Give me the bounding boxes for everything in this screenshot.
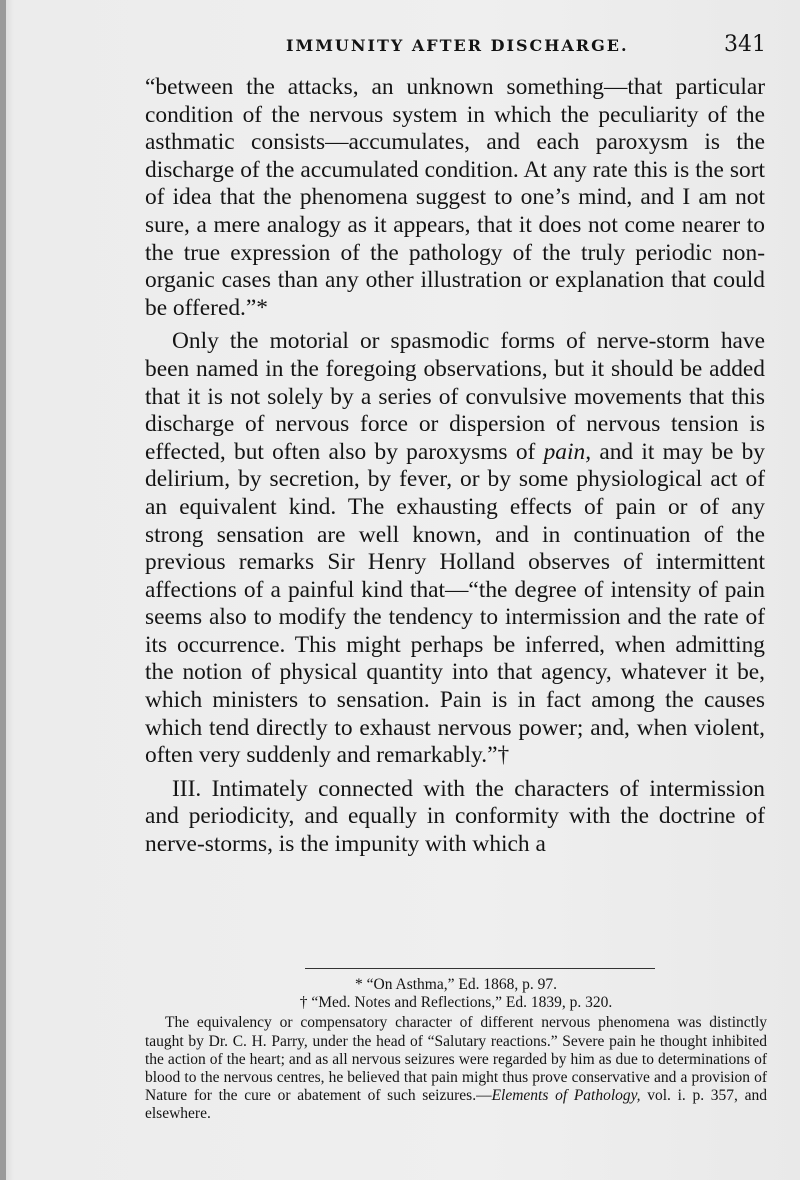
footnote-asthma: * “On Asthma,” Ed. 1868, p. 97. [355,976,557,993]
footnote-parry-text: The equivalency or compensatory character of different nervous phenomena was distinctly taught by Dr. C. H. Parry, under the head of “Salutary reactions.” Severe pain he thought inhibited the action of the heart; and as all nervous seizures were regarded by him as due to determinations of blood to the nervous centres, he believed that pain might thus prove conservative and a provision of Nature for the cure or abatement of such seizures.— [145,1014,767,1105]
paragraph-2-text-b: and it may be by delirium, by secretion, by fever, or by some physiological act of an equivalent kind. The exhausting effects of pain or of any strong sensation are well known, and in continuation of the previous remarks Sir Henry Holland observes of intermittent affections of a painful kind that—“the degree of intensity of pain seems also to modify the tendency to intermission and the rate of its occurrence. This might perhaps be inferred, when admitting the notion of physical quantity into that agency, whatever it be, which ministers to sensation. Pain is in fact among the causes which tend directly to exhaust nervous power; and, when violent, often very suddenly and remarkably.”† [145,438,765,769]
footnote-parry-title: Elements of Pathology, [491,1087,641,1105]
footnote-divider [305,968,655,969]
page-header [286,32,766,62]
footnote-parry [145,1014,767,1123]
footnote-parry-end: vol. i. p. 357, and elsewhere. [145,1087,767,1123]
paragraph-nerve-storm [145,328,765,770]
footnotes [145,976,767,1124]
page-gutter [0,0,6,1180]
paragraph-quote-continuation [145,74,765,322]
emphasis-pain: pain, [543,438,592,465]
page-number: 341 [724,32,766,57]
paragraph-3-text: III. Intimately connected with the characters of intermission and periodicity, and equally in conformity with the doctrine of nerve-storms, is the impunity with which a [145,775,765,858]
paragraph-2-text-a: Only the motorial or spasmodic forms of nerve-storm have been named in the foregoing observations, but it should be added that it is not solely by a series of convulsive movements that this discharge of nervous force or dispersion of nervous tension is effected, but often also by paroxysms of [145,328,765,465]
paragraph-section-three [145,776,765,859]
paragraph-1-text: “between the attacks, an unknown something—that particular condition of the nervous system in which the peculiarity of the asthmatic consists—accumulates, and each paroxysm is the discharge of the accumulated condition. At any rate this is the sort of idea that the phenomena suggest to one’s mind, and I am not sure, a mere analogy as it appears, that it does not come nearer to the true expression of the pathology of the truly periodic non-organic cases than any other illustration or explanation that could be offered.”* [145,74,765,321]
running-head: IMMUNITY AFTER DISCHARGE. [286,36,629,55]
footnote-med-notes: † “Med. Notes and Reflections,” Ed. 1839, p. 320. [299,994,613,1012]
body-text [145,74,765,859]
